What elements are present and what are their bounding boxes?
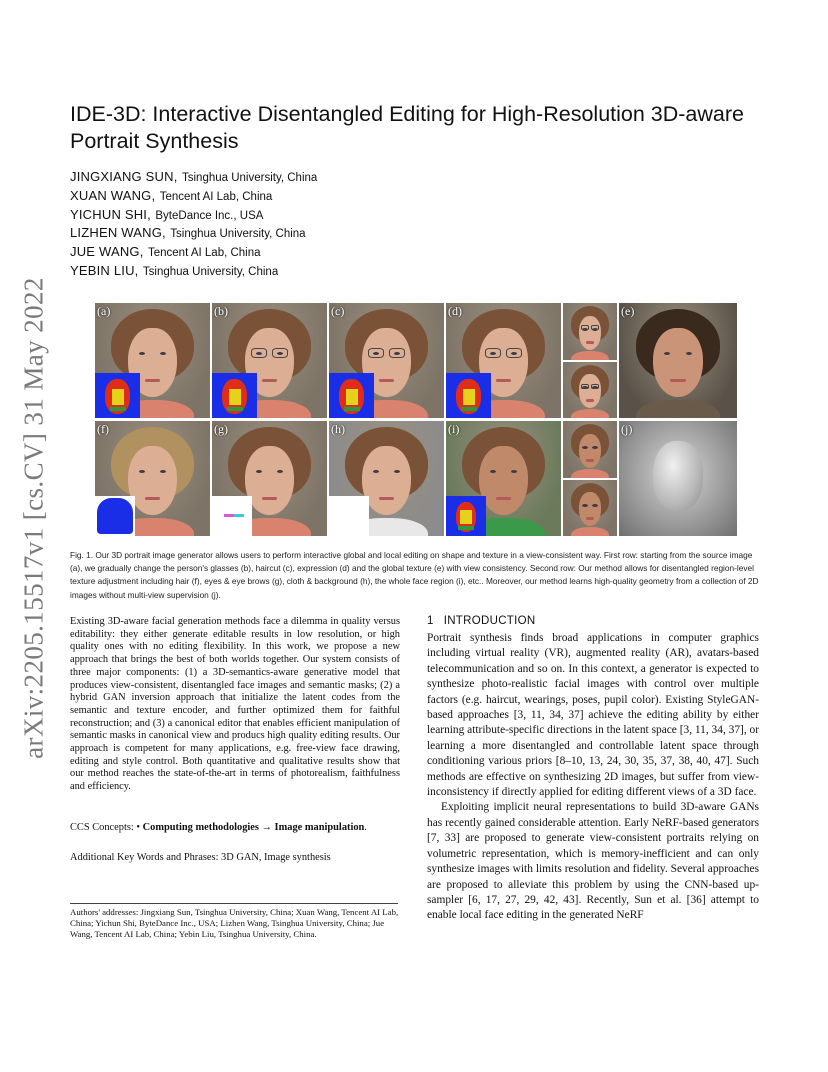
panel-label: (f) [97, 422, 109, 436]
panel-d-view-2 [563, 362, 617, 418]
panel-label: (d) [448, 304, 462, 318]
mouth-shape [586, 399, 593, 402]
face-shape [128, 446, 176, 515]
glasses-lens [272, 348, 287, 358]
face-shape [579, 492, 602, 526]
author-name: LIZHEN WANG, [70, 225, 166, 241]
shirt-shape [571, 527, 610, 536]
face-shape [579, 374, 602, 408]
panel-label: (e) [621, 304, 635, 318]
author-affiliation: Tsinghua University, China [142, 265, 279, 278]
panel-label: (b) [214, 304, 228, 318]
mask-nose-region [463, 389, 475, 405]
panel-f-mask [95, 496, 135, 536]
panel-label: (g) [214, 422, 228, 436]
panel-b-mask [212, 373, 257, 418]
author-affiliation: Tsinghua University, China [182, 172, 318, 184]
geometry-face-shape [653, 441, 703, 511]
shirt-shape [571, 469, 610, 478]
panel-label: (h) [331, 422, 345, 436]
author-line [70, 262, 317, 281]
panel-i-mask [446, 496, 486, 536]
arxiv-sidebar-stamp [14, 278, 54, 758]
author-list [70, 168, 317, 281]
mouth-shape [262, 379, 277, 382]
mask-mouth-region [344, 407, 360, 411]
eye-shape [592, 446, 598, 449]
glasses-lens [581, 384, 588, 389]
keywords: Additional Key Words and Phrases: 3D GAN, Image synthesis [70, 852, 331, 863]
glasses-lens [368, 348, 383, 358]
mouth-shape [586, 517, 593, 520]
glasses-lens [506, 348, 521, 358]
panel-g-mask [212, 496, 252, 536]
author-line [70, 243, 317, 262]
mask-eye-region [234, 514, 244, 517]
mouth-shape [379, 497, 394, 500]
section-number: 1 [427, 615, 434, 627]
mask-mouth-region [458, 526, 474, 530]
section-heading [427, 615, 535, 627]
mask-mouth-region [110, 407, 126, 411]
mouth-shape [586, 459, 593, 462]
panel-label: (c) [331, 304, 345, 318]
author-name: JUE WANG, [70, 244, 144, 260]
mask-nose-region [346, 389, 358, 405]
teaser-figure [95, 303, 741, 536]
mask-eye-region [224, 514, 234, 517]
panel-a-mask [95, 373, 140, 418]
arxiv-id: arXiv:2205.15517v1 [cs.CV] 31 May 2022 [18, 277, 49, 759]
glasses-lens [591, 325, 598, 330]
section-title: INTRODUCTION [443, 615, 536, 627]
glasses-lens [389, 348, 404, 358]
author-name: YEBIN LIU, [70, 262, 139, 278]
mask-nose-region [112, 389, 124, 405]
mouth-shape [670, 379, 686, 382]
panel-label: (i) [448, 422, 460, 436]
face-shape [479, 446, 527, 515]
figure-caption: Fig. 1. Our 3D portrait image generator allows users to perform interactive global and local editing on shape and texture in a view-consistent way. First row: starting from the source image (a), we gradually change the person's glasses (b), haircut (c), expression (d) and the global texture (e) with view consistency. Second row: Our method allows for disentangled region-level texture adjustment including hair (f), eyes & eye brows (g), cloth & background (h), the whole face region (i), etc.. Moreover, our method learns high-quality geometry from a collection of 2D images without multi-view supervision (j). [70, 550, 759, 600]
face-shape [362, 446, 410, 515]
intro-paragraph: Portrait synthesis finds broad applications in computer graphics including virtual reality (VR), augmented reality (AR), avatars-based telecommunication and so on. In this context, a generator is expected to synthesize photo-realistic facial images with control over multiple factors (e.g. haircut, wearings, poses, pupil color). Existing StyleGAN-based approaches [3, 11, 34, 37] achieve the editing ability by either learning attribute-specific directions in the latent space [3, 11, 34, 37], or learning a more disentangled and controllable latent space through conditioning various priors [8–10, 13, 24, 30, 35, 37, 38, 40, 47]. Such methods are effective on synthesizing 2D images, but suffer from view-inconsistency if directly applied for editing different views of a 3D face. [427, 632, 760, 799]
glasses-lens [581, 325, 588, 330]
shirt-shape [636, 400, 721, 418]
mouth-shape [262, 497, 277, 500]
abstract: Existing 3D-aware facial generation methods face a dilemma in quality versus editability: they either generate editable results in low resolution, or high quality ones with no editing flexibility. In this work, we propose a new approach that brings the best of both worlds together. Our system consists of three major components: (1) a 3D-semantics-aware generative model that produces view-consistent, disentangled face images and semantic masks; (2) a hybrid GAN inversion approach that initialize the latent codes from the semantic and texture encoder, and further optimized them for faithful reconstruction; and (3) a canonical editor that enables efficient manipulation of semantic masks in canonical view and producs high quality editing results. Our approach is competent for many applications, e.g. free-view face drawing, editing and style control. Both quantitative and qualitative results show that our method reaches the state-of-the-art in terms of photorealism, faithfulness and efficiency. [70, 616, 400, 793]
author-affiliation: Tencent AI Lab, China [159, 190, 273, 203]
author-line [70, 187, 317, 206]
panel-i-view-2 [563, 480, 617, 536]
ccs-concepts [70, 822, 410, 833]
ccs-concept-term: Computing methodologies → Image manipulation [142, 822, 365, 833]
glasses-lens [591, 384, 598, 389]
paper-title: IDE-3D: Interactive Disentangled Editing for High-Resolution 3D-aware Portrait Synthesis [70, 102, 744, 153]
glasses-lens [485, 348, 500, 358]
ccs-prefix: CCS Concepts: • [70, 822, 143, 833]
author-name: XUAN WANG, [70, 187, 156, 203]
author-name: JINGXIANG SUN, [70, 169, 178, 184]
shirt-shape [571, 351, 610, 360]
author-address-footnote: Authors' addresses: Jingxiang Sun, Tsinghua University, China; Xuan Wang, Tencent AI Lab, China; Yichun Shi, ByteDance Inc., USA; Lizhen Wang, Tsinghua University, China; Jue Wang, Tencent AI Lab, China; Yebin Liu, Tsinghua University, China. [70, 907, 399, 939]
mouth-shape [586, 341, 593, 344]
mouth-shape [379, 379, 394, 382]
mask-mouth-region [227, 407, 243, 411]
panel-c-mask [329, 373, 374, 418]
introduction-body [427, 631, 759, 924]
mask-nose-region [229, 389, 241, 405]
intro-paragraph: Exploiting implicit neural representations to build 3D-aware GANs has recently gained considerable attention. Early NeRF-based generators [7, 33] are proposed to generate view-consistent portraits relying on volumetric representation, which is memory-inefficient and can only synthesize images with limits resolution and fidelity. Several approaches are proposed to alleviate this problem by using the CNN-based up-sampler [6, 17, 27, 29, 42, 43]. Recently, Sun et al. [36] attempt to enable local face editing in the generated NeRF [427, 801, 759, 922]
panel-d-mask [446, 373, 491, 418]
panel-h-mask [329, 496, 369, 536]
mouth-shape [496, 379, 511, 382]
mask-hair-region [97, 498, 133, 534]
mouth-shape [145, 497, 160, 500]
author-affiliation: Tsinghua University, China [170, 228, 306, 241]
footnote-rule [70, 903, 398, 904]
face-shape [245, 446, 293, 515]
panel-label: (j) [621, 422, 633, 436]
panel-i-view-1 [563, 421, 617, 478]
panel-d-view-1 [563, 303, 617, 360]
author-line [70, 224, 317, 243]
eye-shape [582, 446, 588, 449]
author-name: YICHUN SHI, [70, 206, 151, 222]
mask-nose-region [460, 510, 472, 524]
author-affiliation: ByteDance Inc., USA [155, 209, 264, 222]
mask-mouth-region [461, 407, 477, 411]
face-shape [579, 316, 602, 350]
mouth-shape [496, 497, 511, 500]
face-shape [579, 434, 602, 468]
face-shape [653, 328, 703, 397]
glasses-lens [251, 348, 266, 358]
panel-j-geometry [619, 421, 737, 536]
author-line [70, 206, 317, 225]
author-line [70, 168, 317, 187]
mouth-shape [145, 379, 160, 382]
author-affiliation: Tencent AI Lab, China [148, 247, 261, 260]
panel-label: (a) [97, 304, 111, 318]
ccs-suffix: . [364, 822, 367, 833]
panel-e [619, 303, 737, 418]
shirt-shape [571, 409, 610, 418]
